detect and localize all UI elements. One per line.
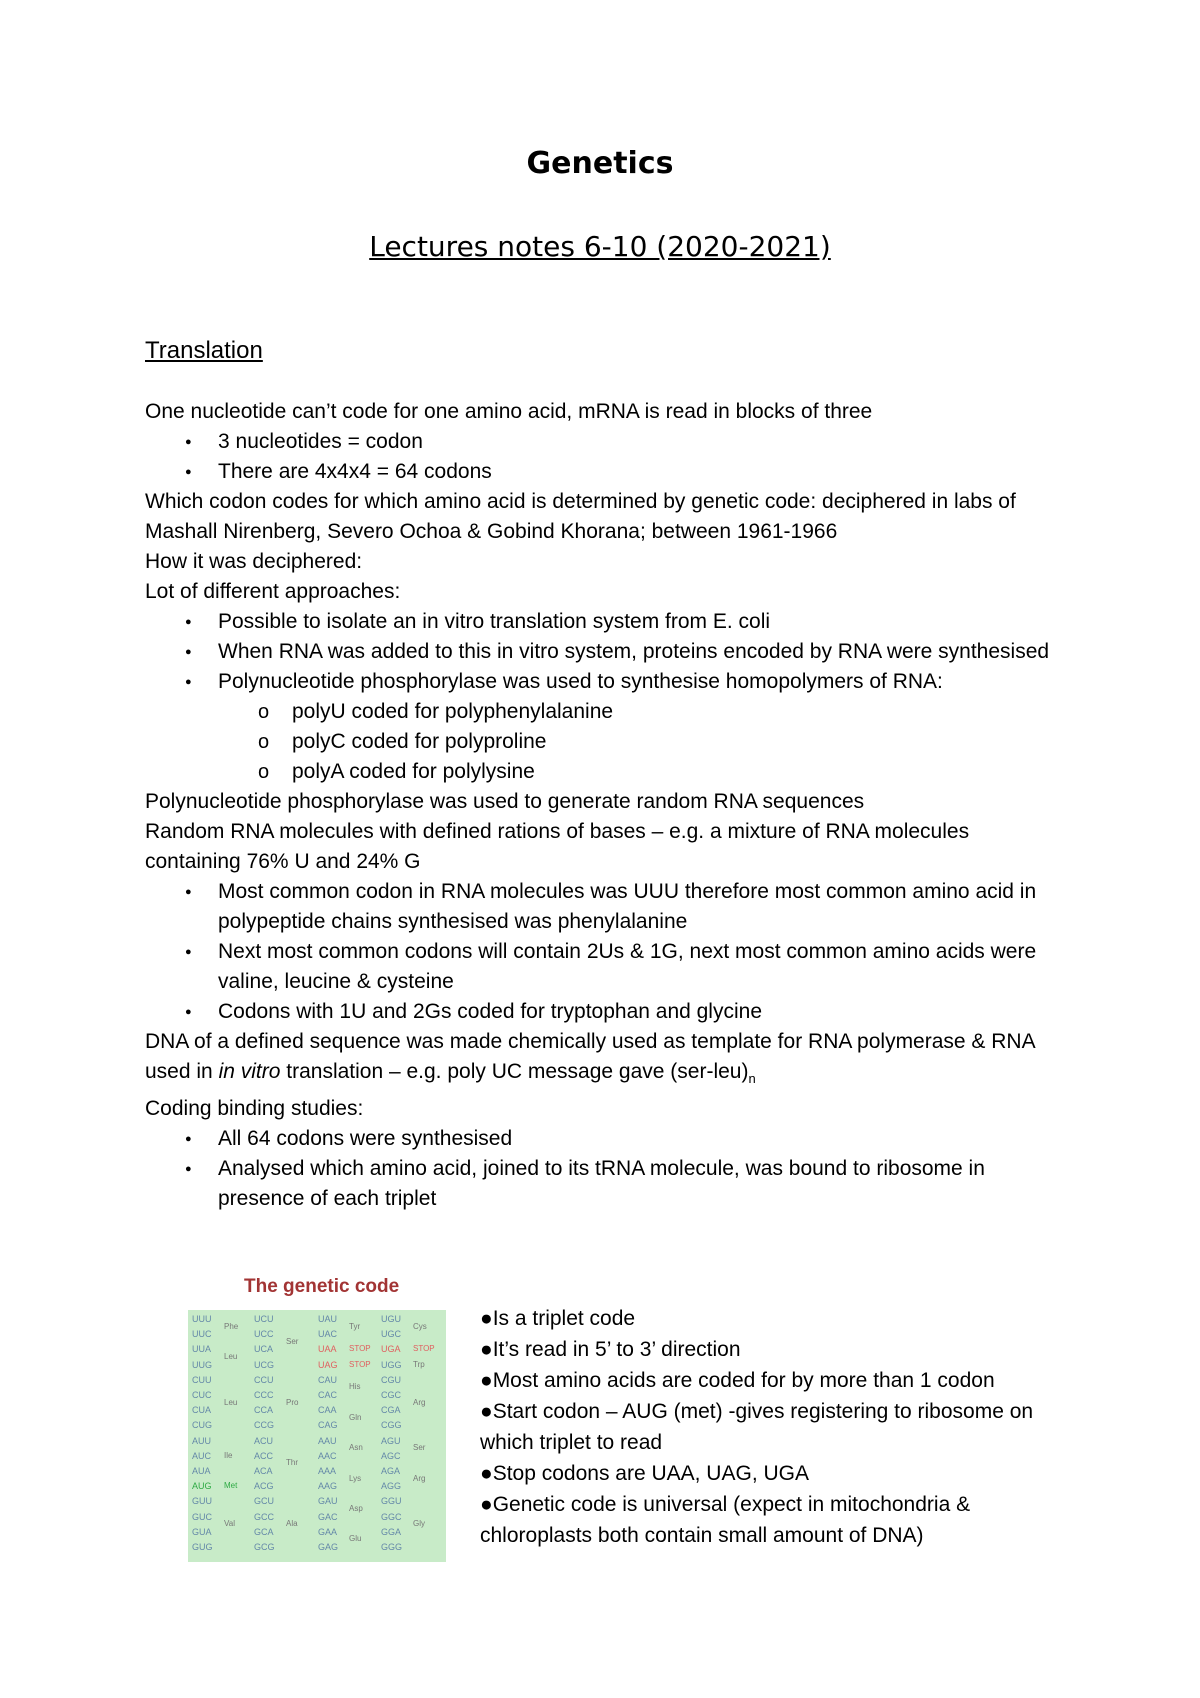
amino-acid-label: Cys: [413, 1321, 427, 1331]
codon-table: [188, 1310, 446, 1562]
codon-label: UUC: [192, 1329, 212, 1340]
codon-label: UUA: [192, 1344, 212, 1355]
amino-acid-label: Leu: [224, 1397, 238, 1407]
codon-label: UUU: [192, 1314, 212, 1324]
amino-acid-label: Leu: [224, 1352, 238, 1361]
codon-label: UCC: [254, 1329, 274, 1340]
codon-label: AGG: [381, 1481, 402, 1492]
codon-label: GUA: [192, 1526, 212, 1537]
codon-label: AUC: [192, 1450, 212, 1461]
amino-acid-label: Ser: [413, 1443, 426, 1453]
list-item: ●Most amino acids are coded for by more than 1 codon: [480, 1369, 995, 1392]
amino-acid-label: Asn: [349, 1443, 363, 1453]
right-bullet-list: [480, 1303, 1080, 1551]
text-span: DNA of a defined sequence was made chemically used as template for RNA polymerase & RNA used in: [145, 1030, 1035, 1083]
codon-label: AUU: [192, 1435, 212, 1446]
codon-label: GUG: [192, 1542, 213, 1552]
list-item: ● Codons with 1U and 2Gs coded for tryptophan and glycine: [145, 997, 1065, 1027]
bullet-list: [145, 607, 1065, 787]
codon-label: AGC: [381, 1450, 401, 1461]
codon-label: UGG: [381, 1359, 402, 1370]
list-item: ● Most common codon in RNA molecules was UUU therefore most common amino acid in polypeptide chains synthesised was phenylalanine: [145, 877, 1065, 937]
codon-label: CCA: [254, 1405, 274, 1416]
codon-label: CAG: [318, 1420, 338, 1431]
paragraph: Polynucleotide phosphorylase was used to generate random RNA sequences: [145, 790, 865, 813]
amino-acid-label: Asp: [349, 1504, 363, 1513]
list-item: ● Analysed which amino acid, joined to its tRNA molecule, was bound to ribosome in presence of each triplet: [145, 1154, 1065, 1214]
codon-label: ACU: [254, 1435, 274, 1446]
list-item: ●Is a triplet code: [480, 1307, 636, 1330]
codon-label: UCG: [254, 1359, 274, 1370]
paragraph: How it was deciphered:: [145, 550, 363, 573]
codon-label: CCU: [254, 1374, 274, 1385]
codon-label: CCG: [254, 1420, 274, 1431]
codon-label: GUU: [192, 1496, 212, 1507]
body-text: [145, 397, 1065, 1214]
codon-label: GAU: [318, 1496, 338, 1507]
codon-label: CAC: [318, 1390, 338, 1400]
codon-label: GGG: [381, 1542, 403, 1552]
codon-label: ACC: [254, 1450, 274, 1461]
page-subtitle: [0, 230, 1200, 263]
codon-label: CCC: [254, 1390, 274, 1400]
amino-acid-label: Lys: [349, 1473, 362, 1483]
codon-label: GCG: [254, 1542, 275, 1552]
codon-label: UAC: [318, 1329, 338, 1340]
codon-label: AAA: [318, 1466, 337, 1476]
codon-label: GUC: [192, 1511, 212, 1522]
figure-title: The genetic code: [244, 1276, 400, 1297]
codon-label: GCU: [254, 1496, 274, 1507]
codon-label: CUA: [192, 1405, 212, 1416]
list-item: ●Genetic code is universal (expect in mitochondria & chloroplasts both contain small amount of DNA): [480, 1493, 971, 1547]
codon-label: CGC: [381, 1390, 401, 1400]
bullet-list: [145, 427, 1065, 487]
subscript: n: [748, 1071, 756, 1087]
bullet-list: [145, 1124, 1065, 1214]
codon-label: CGU: [381, 1374, 401, 1385]
list-item: ● 3 nucleotides = codon: [145, 427, 1065, 457]
codon-label: GGU: [381, 1496, 402, 1507]
codon-label: AUA: [192, 1466, 211, 1476]
genetic-code-figure: [188, 1276, 446, 1564]
codon-label: CAU: [318, 1374, 338, 1385]
sub-list-item: o polyC coded for polyproline: [145, 727, 1065, 757]
text-span: translation – e.g. poly UC message gave (ser-leu): [280, 1060, 749, 1083]
paragraph: One nucleotide can’t code for one amino acid, mRNA is read in blocks of three: [145, 400, 873, 423]
list-item: ● All 64 codons were synthesised: [145, 1124, 1065, 1154]
codon-label: UUG: [192, 1359, 212, 1370]
amino-acid-label: Ala: [286, 1519, 298, 1529]
codon-label: CUU: [192, 1374, 212, 1385]
amino-acid-label: Arg: [413, 1473, 426, 1483]
codon-label: GGC: [381, 1511, 402, 1522]
page-title: Genetics: [526, 146, 674, 181]
list-item: ●Start codon – AUG (met) -gives registering to ribosome on which triplet to read: [480, 1400, 1034, 1454]
amino-acid-label: Gly: [413, 1519, 425, 1529]
paragraph: Which codon codes for which amino acid is determined by genetic code: deciphered in labs of Mashall Nirenberg, Severo Ochoa & Gobind Khorana; between 1961-1966: [145, 490, 1016, 543]
codon-label: UGC: [381, 1329, 401, 1340]
amino-acid-label: Arg: [413, 1397, 426, 1407]
paragraph: Lot of different approaches:: [145, 580, 401, 603]
list-item: ● There are 4x4x4 = 64 codons: [145, 457, 1065, 487]
amino-acid-label: Met: [224, 1481, 238, 1491]
codon-label: AGU: [381, 1435, 401, 1446]
amino-acid-label: Glu: [349, 1534, 362, 1544]
codon-label: CGA: [381, 1405, 401, 1416]
amino-acid-label: His: [349, 1382, 361, 1392]
codon-label: AAC: [318, 1450, 337, 1461]
section-heading: Translation: [145, 337, 263, 364]
codon-label: AGA: [381, 1466, 401, 1476]
paragraph: Random RNA molecules with defined rations of bases – e.g. a mixture of RNA molecules containing 76% U and 24% G: [145, 820, 970, 873]
codon-label: CAA: [318, 1405, 337, 1416]
codon-label: GAG: [318, 1542, 339, 1552]
amino-acid-label: STOP: [349, 1344, 371, 1354]
codon-label: GAC: [318, 1511, 338, 1522]
sub-list-item: o polyA coded for polylysine: [145, 757, 1065, 787]
codon-label: UAG: [318, 1359, 338, 1370]
codon-label: UCA: [254, 1344, 274, 1355]
bullet-list: [145, 877, 1065, 1027]
subtitle-text: Lectures notes 6-10 (2020-2021): [369, 230, 831, 263]
codon-label: CUC: [192, 1390, 212, 1400]
sub-list-item: o polyU coded for polyphenylalanine: [145, 697, 1065, 727]
amino-acid-label: Ile: [224, 1450, 233, 1460]
codon-label: UCU: [254, 1314, 274, 1324]
codon-label: AUG: [192, 1481, 212, 1492]
codon-label: UAA: [318, 1344, 337, 1355]
list-item: ●It’s read in 5’ to 3’ direction: [480, 1338, 741, 1361]
amino-acid-label: Val: [224, 1519, 235, 1529]
codon-label: CUG: [192, 1420, 212, 1431]
codon-label: AAU: [318, 1435, 337, 1446]
codon-label: ACA: [254, 1466, 273, 1476]
paragraph: [145, 1027, 1065, 1094]
codon-label: UAU: [318, 1314, 338, 1324]
amino-acid-label: Thr: [286, 1458, 298, 1468]
amino-acid-label: STOP: [413, 1344, 435, 1354]
amino-acid-label: STOP: [349, 1359, 371, 1369]
amino-acid-label: Trp: [413, 1359, 425, 1369]
codon-label: GCA: [254, 1526, 274, 1537]
list-item: ● Next most common codons will contain 2Us & 1G, next most common amino acids were valine, leucine & cysteine: [145, 937, 1065, 997]
paragraph: Coding binding studies:: [145, 1097, 364, 1121]
list-item: ● Possible to isolate an in vitro translation system from E. coli: [145, 607, 1065, 637]
codon-label: CGG: [381, 1420, 402, 1431]
list-item: ●Stop codons are UAA, UAG, UGA: [480, 1462, 809, 1485]
amino-acid-label: Ser: [286, 1336, 299, 1346]
codon-label: ACG: [254, 1481, 274, 1492]
codon-label: GAA: [318, 1526, 338, 1537]
amino-acid-label: Gln: [349, 1412, 362, 1422]
list-item: ● Polynucleotide phosphorylase was used to synthesise homopolymers of RNA:: [145, 667, 1065, 697]
amino-acid-label: Phe: [224, 1321, 239, 1331]
codon-label: GCC: [254, 1511, 274, 1522]
amino-acid-label: Pro: [286, 1397, 299, 1407]
codon-label: GGA: [381, 1526, 402, 1537]
codon-label: UGU: [381, 1314, 401, 1324]
amino-acid-label: Tyr: [349, 1321, 361, 1331]
codon-label: UGA: [381, 1344, 401, 1355]
italic-text: in vitro: [218, 1060, 281, 1083]
list-item: ● When RNA was added to this in vitro system, proteins encoded by RNA were synthesised: [145, 637, 1065, 667]
codon-label: AAG: [318, 1481, 338, 1492]
